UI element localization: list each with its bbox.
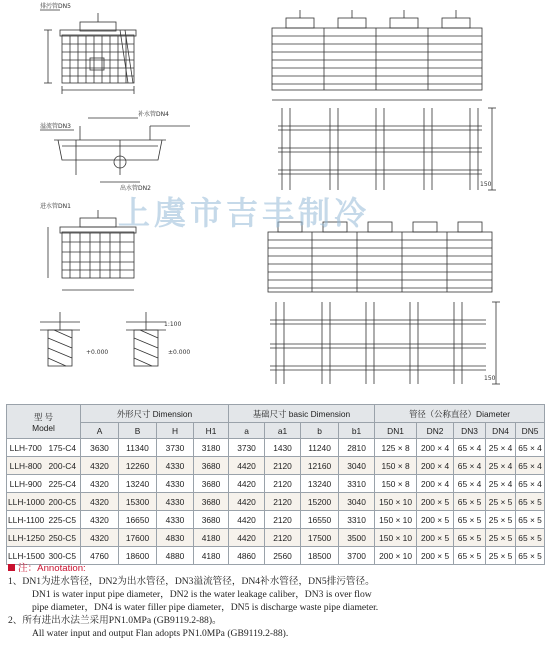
value-cell: 12260 [119, 457, 157, 475]
value-cell: 3310 [339, 511, 375, 529]
model-name-cell: LLH-1000 [7, 493, 45, 511]
col-header: DN2 [417, 423, 454, 439]
value-cell: 1430 [265, 439, 301, 457]
value-cell: 200 × 10 [375, 547, 417, 565]
header-model-en: Model [32, 422, 55, 433]
col-header: H [157, 423, 194, 439]
value-cell: 17500 [301, 529, 339, 547]
annotation-notes [8, 562, 544, 640]
table-row [7, 457, 545, 475]
value-cell: 4330 [157, 475, 194, 493]
value-cell: 25 × 5 [486, 529, 516, 547]
value-cell: 2810 [339, 439, 375, 457]
value-cell: 3680 [194, 475, 229, 493]
value-cell: 65 × 4 [454, 439, 486, 457]
note-line: DN1 is water input pipe diameter，DN2 is the water leakage caliber，DN3 is over flow [32, 589, 372, 600]
col-header: DN5 [516, 423, 545, 439]
value-cell: 150 × 8 [375, 457, 417, 475]
value-cell: 125 × 8 [375, 439, 417, 457]
value-cell: 25 × 4 [486, 475, 516, 493]
label-dn4: 补水管DN4 [138, 111, 169, 118]
note-line: All water input and output Flan adopts PN1.0MPa (GB9119.2-88). [32, 628, 289, 639]
label-scale: 1:100 [164, 321, 182, 328]
value-cell: 3040 [339, 493, 375, 511]
value-cell: 25 × 5 [486, 547, 516, 565]
table-row [7, 439, 545, 457]
value-cell: 4180 [194, 547, 229, 565]
col-header: a [229, 423, 265, 439]
model-name-cell: LLH-1100 [7, 511, 45, 529]
model-suffix-cell: 300-C5 [45, 547, 81, 565]
value-cell: 3630 [81, 439, 119, 457]
red-square-bullet-icon [8, 564, 15, 571]
value-cell: 25 × 5 [486, 493, 516, 511]
model-name-cell: LLH-800 [7, 457, 45, 475]
model-name-cell: LLH-900 [7, 475, 45, 493]
value-cell: 2120 [265, 493, 301, 511]
value-cell: 150 × 10 [375, 493, 417, 511]
value-cell: 2120 [265, 457, 301, 475]
dim-150-top: 150 [480, 181, 492, 188]
value-cell: 3700 [339, 547, 375, 565]
value-cell: 3180 [194, 439, 229, 457]
elevation-a: +0.000 [86, 349, 109, 356]
model-suffix-cell: 175-C4 [45, 439, 81, 457]
value-cell: 65 × 5 [516, 547, 545, 565]
value-cell: 18600 [119, 547, 157, 565]
value-cell: 3310 [339, 475, 375, 493]
value-cell: 200 × 5 [417, 529, 454, 547]
value-cell: 65 × 4 [454, 475, 486, 493]
model-name-cell: LLH-1250 [7, 529, 45, 547]
value-cell: 16650 [119, 511, 157, 529]
value-cell: 150 × 10 [375, 511, 417, 529]
model-name-cell: LLH-700 [7, 439, 45, 457]
value-cell: 4320 [81, 493, 119, 511]
col-header: DN3 [454, 423, 486, 439]
model-name-cell: LLH-1500 [7, 547, 45, 565]
value-cell: 25 × 4 [486, 457, 516, 475]
col-header: DN4 [486, 423, 516, 439]
value-cell: 2120 [265, 529, 301, 547]
table-row [7, 493, 545, 511]
value-cell: 25 × 4 [486, 439, 516, 457]
label-dn2: 出水管DN2 [120, 185, 151, 192]
notes-title-text: 注：Annotation: [18, 563, 86, 574]
foundation-sections [40, 312, 166, 366]
notes-title [8, 562, 544, 575]
value-cell: 4760 [81, 547, 119, 565]
value-cell: 200 × 4 [417, 475, 454, 493]
value-cell: 150 × 10 [375, 529, 417, 547]
label-top-dn5: 排污管DN5 [40, 3, 71, 10]
value-cell: 200 × 4 [417, 457, 454, 475]
value-cell: 4880 [157, 547, 194, 565]
header-model [7, 405, 81, 439]
col-header: a1 [265, 423, 301, 439]
col-header: B [119, 423, 157, 439]
header-dimension: 外形尺寸 Dimension [81, 405, 229, 423]
five-cell-elevation [268, 222, 492, 292]
value-cell: 4320 [81, 457, 119, 475]
value-cell: 200 × 5 [417, 493, 454, 511]
value-cell: 11340 [119, 439, 157, 457]
header-basic-dimension: 基础尺寸 basic Dimension [229, 405, 375, 423]
value-cell: 4420 [229, 493, 265, 511]
value-cell: 2560 [265, 547, 301, 565]
col-header: b [301, 423, 339, 439]
value-cell: 65 × 5 [454, 547, 486, 565]
value-cell: 4420 [229, 529, 265, 547]
value-cell: 4320 [81, 511, 119, 529]
value-cell: 200 × 4 [417, 439, 454, 457]
value-cell: 65 × 5 [454, 529, 486, 547]
specification-table [6, 404, 545, 565]
model-suffix-cell: 250-C5 [45, 529, 81, 547]
value-cell: 4320 [81, 475, 119, 493]
value-cell: 65 × 4 [516, 439, 545, 457]
value-cell: 65 × 5 [516, 529, 545, 547]
value-cell: 65 × 4 [516, 457, 545, 475]
value-cell: 200 × 5 [417, 511, 454, 529]
five-cell-plan [270, 302, 500, 384]
value-cell: 3500 [339, 529, 375, 547]
value-cell: 4330 [157, 493, 194, 511]
table-row [7, 511, 545, 529]
value-cell: 200 × 5 [417, 547, 454, 565]
value-cell: 3730 [229, 439, 265, 457]
value-cell: 16550 [301, 511, 339, 529]
header-diameter: 管径（公称直径）Diameter [375, 405, 545, 423]
model-suffix-cell: 225-C4 [45, 475, 81, 493]
label-dn3: 溢流管DN3 [40, 123, 71, 130]
value-cell: 65 × 5 [454, 493, 486, 511]
value-cell: 2120 [265, 475, 301, 493]
value-cell: 4180 [194, 529, 229, 547]
col-header: b1 [339, 423, 375, 439]
value-cell: 25 × 5 [486, 511, 516, 529]
value-cell: 65 × 5 [516, 511, 545, 529]
col-header: H1 [194, 423, 229, 439]
model-suffix-cell: 200-C4 [45, 457, 81, 475]
value-cell: 150 × 8 [375, 475, 417, 493]
value-cell: 17600 [119, 529, 157, 547]
value-cell: 4420 [229, 475, 265, 493]
note-line: pipe diameter，DN4 is water filler pipe diameter，DN5 is discharge waste pipe diameter. [32, 602, 379, 613]
four-cell-elevation [272, 10, 482, 100]
value-cell: 18500 [301, 547, 339, 565]
dim-150-bottom: 150 [484, 375, 496, 382]
model-suffix-cell: 225-C5 [45, 511, 81, 529]
value-cell: 4420 [229, 457, 265, 475]
label-side-dn1: 进水管DN1 [40, 203, 71, 210]
value-cell: 3680 [194, 457, 229, 475]
table-body [7, 439, 545, 565]
value-cell: 4420 [229, 511, 265, 529]
note-line: 2、所有进出水法兰采用PN1.0MPa (GB9119.2-88)。 [8, 615, 222, 626]
value-cell: 4320 [81, 529, 119, 547]
value-cell: 3040 [339, 457, 375, 475]
value-cell: 4860 [229, 547, 265, 565]
value-cell: 15300 [119, 493, 157, 511]
company-watermark: 上虞市吉丰制冷 [118, 194, 371, 232]
col-header: A [81, 423, 119, 439]
value-cell: 65 × 5 [516, 493, 545, 511]
model-suffix-cell: 200-C5 [45, 493, 81, 511]
note-line: 1、DN1为进水管径，DN2为出水管径，DN3溢流管径，DN4补水管径，DN5排污管径。 [8, 576, 375, 587]
table-row [7, 529, 545, 547]
value-cell: 4330 [157, 511, 194, 529]
four-cell-plan [278, 108, 496, 190]
value-cell: 2120 [265, 511, 301, 529]
col-header: DN1 [375, 423, 417, 439]
value-cell: 65 × 4 [516, 475, 545, 493]
value-cell: 13240 [119, 475, 157, 493]
value-cell: 3680 [194, 493, 229, 511]
single-tower-elevation [40, 10, 136, 94]
value-cell: 15200 [301, 493, 339, 511]
value-cell: 11240 [301, 439, 339, 457]
value-cell: 12160 [301, 457, 339, 475]
value-cell: 3680 [194, 511, 229, 529]
value-cell: 4830 [157, 529, 194, 547]
value-cell: 65 × 5 [454, 511, 486, 529]
value-cell: 4330 [157, 457, 194, 475]
elevation-b: ±0.000 [168, 349, 191, 356]
value-cell: 3730 [157, 439, 194, 457]
value-cell: 13240 [301, 475, 339, 493]
header-model-cn: 型 号 [33, 411, 54, 422]
table-row [7, 475, 545, 493]
value-cell: 65 × 4 [454, 457, 486, 475]
